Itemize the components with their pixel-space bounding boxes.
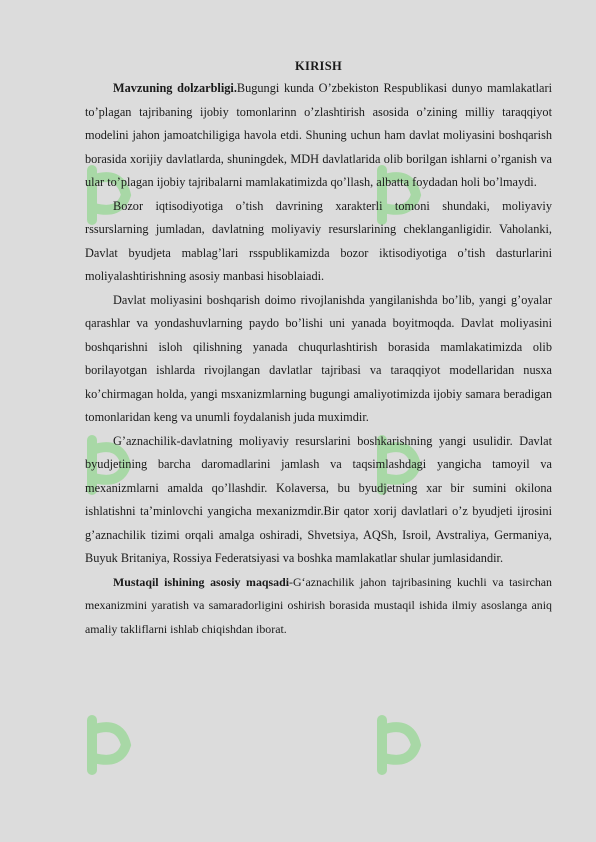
paragraph-text: Davlat moliyasini boshqarish doimo rivojlanishda yangilanishda bo’lib, yangi g’oyalar qarashlar va yondashuvlarning paydo bo’lishi uni yanada boyitmoqda. Davlat moliyasini boshqarishni isloh qilishning yanada chuqurlashtirish borasida mamlakatimizda olib borilayotgan ishlarda rivojlangan davlatlar tajribasi va taraqqiyot modellaridan nusxa ko’chirmagan holda, yangi msxanizmlarning bugungi amaliyotimizda ijobiy samara beradigan tomonlaridan keng va unumli foydalanish juda muximdir. xyxy=(85,292,552,424)
paragraph-text: -G‘aznachilik jahon tajribasining kuchli va tasirchan mexanizmini yaratish va samaradorligini oshirish borasida mustaqil ishida ilmiy asoslanga aniq amaliy takliflarni ishlab chiqishdan iborat. xyxy=(85,574,552,636)
paragraph-lead: Mavzuning dolzarbligi. xyxy=(113,81,237,95)
document-body xyxy=(85,58,552,641)
paragraph-text: Bugungi kunda O’zbekiston Respublikasi dunyo mamlakatlari to’plagan tajribaning ijobiy tomonlarinn o’zlashtirish asosida o’zining milliy taraqqiyot modelini jahon jamoatchiligiga havola etdi. Shuning uchun ham davlat moliyasini boshqarish borasida xorijiy davlatlarda, shuningdek, MDH davlatlarida olib borilgan ishlarni o’rganish va ular to’plagan ijobiy tajribalarni mamlakatimizda qo’llash, albatta foydadan holi bo’lmaydi. xyxy=(85,81,552,189)
paragraph xyxy=(85,430,552,571)
logo-watermark-icon xyxy=(370,700,430,790)
logo-watermark-icon xyxy=(80,700,140,790)
paragraph-text: G’aznachilik-davlatning moliyaviy resurslarini boshkarishning yangi usulidir. Davlat byudjetining barcha daromadlarini jamlash va taqsimlashdagi yangicha tamoyil va mexanizmlarni amalda qo’llashdir. Kolaversa, bu byudjetning xar bir sumini okilona ishlatishni ta’minlovchi yangicha mexanizmdir.Bir qator xorij davlatlari o’z byudjeti ijrosini g’aznachilik tizimi orqali amalga oshiradi, Shvetsiya, AQSh, Isroil, Avstraliya, Germaniya, Buyuk Britaniya, Rossiya Federatsiyasi va boshka mamlakatlar shular jumlasidandir. xyxy=(85,433,552,565)
paragraph xyxy=(85,289,552,430)
paragraph xyxy=(85,77,552,195)
paragraph-lead: Mustaqil ishining asosiy maqsadi xyxy=(113,574,289,589)
page-title: KIRISH xyxy=(295,59,342,73)
paragraph xyxy=(85,571,552,642)
paragraph xyxy=(85,195,552,289)
paragraph-text: Bozor iqtisodiyotiga o’tish davrining xarakterli tomoni shundaki, moliyaviy rssurslarning jumladan, davlatning moliyaviy resurslarining cheklanganligidir. Vaholanki, Davlat byudjeta mablag’lari rsspublikamizda bozor iktisodiyotiga o’tish dasturlarini moliyalashtirishning asosiy manbasi hisoblaiadi. xyxy=(85,198,552,283)
